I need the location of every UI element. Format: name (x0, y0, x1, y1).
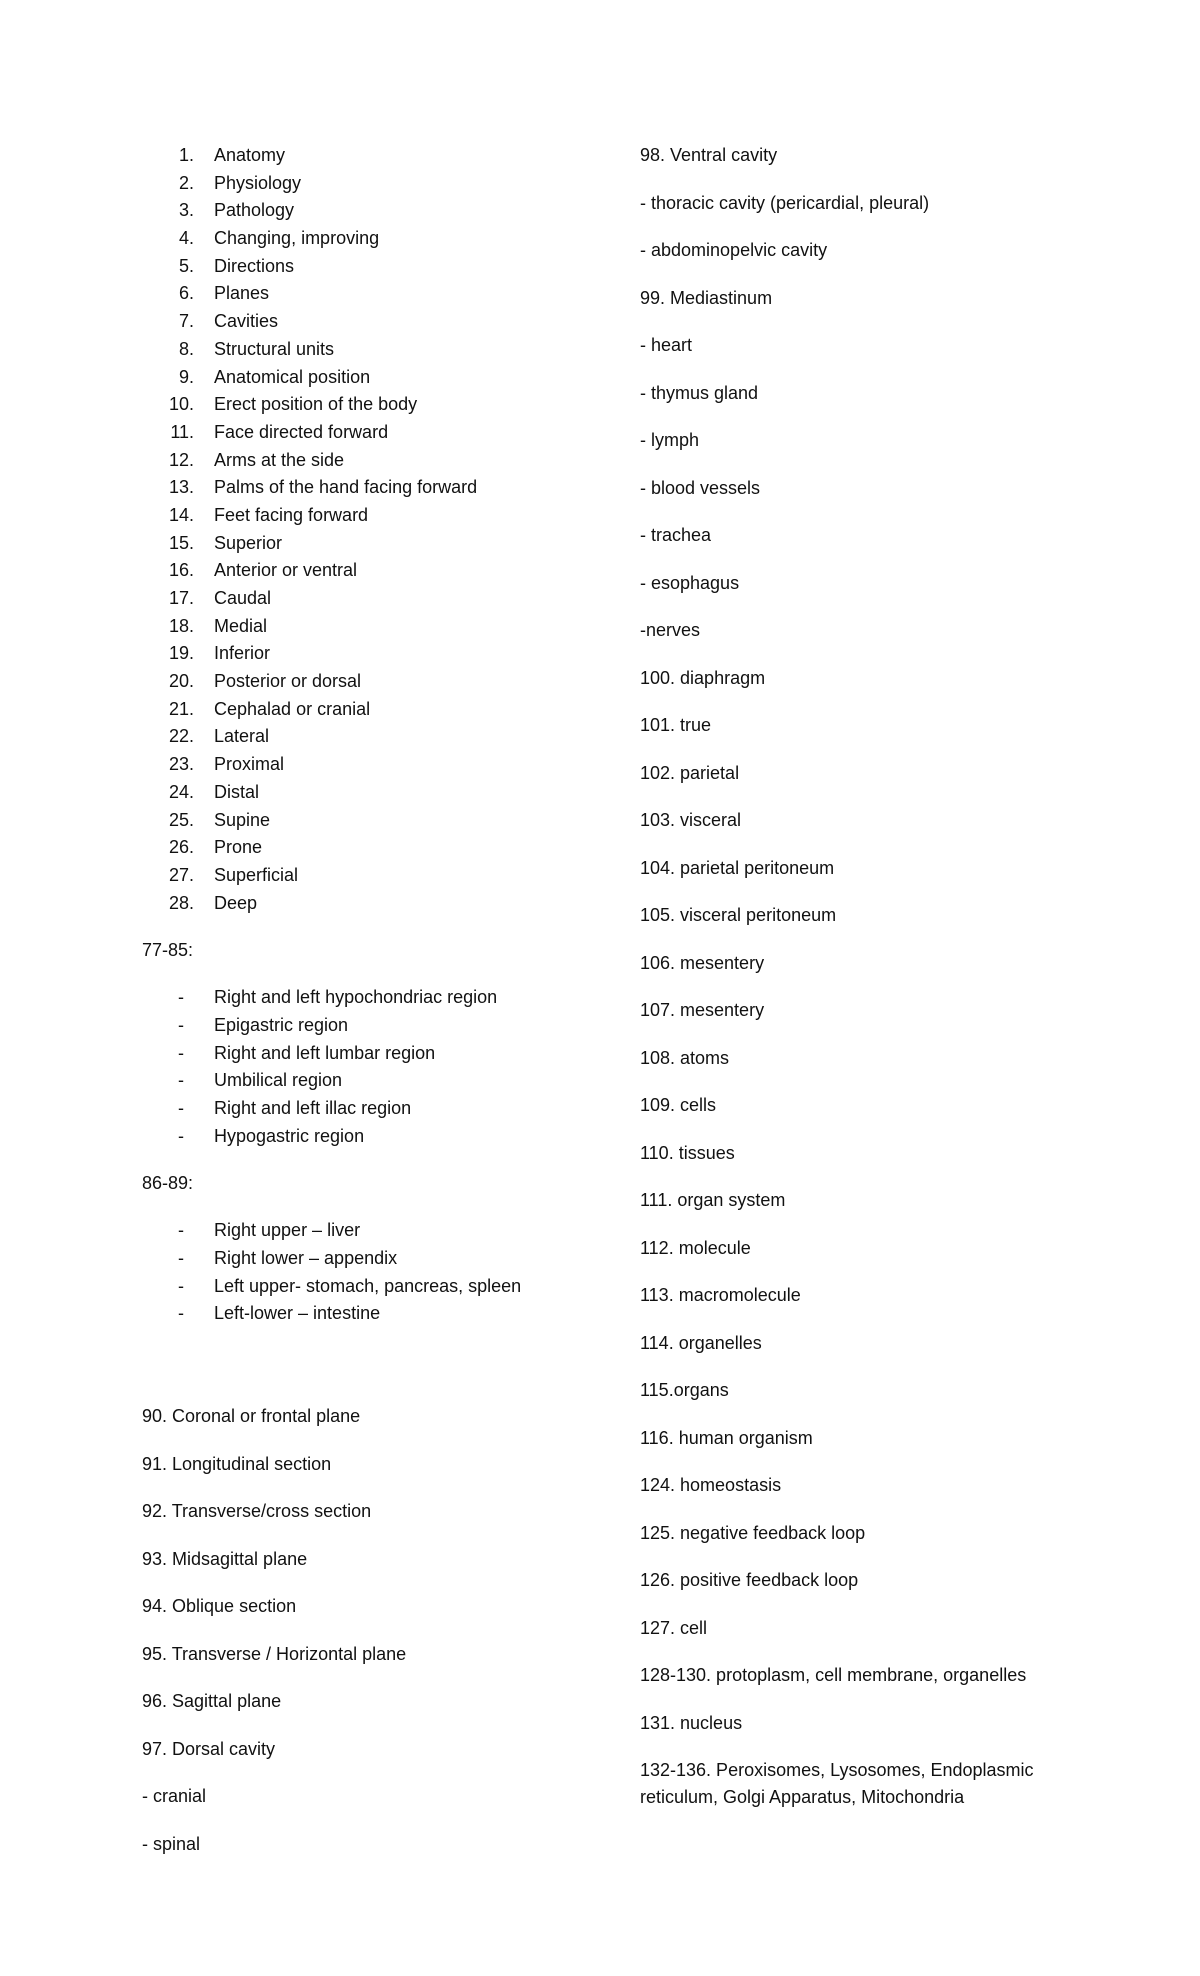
list-item (142, 142, 612, 170)
list-item-text: Inferior (214, 643, 271, 664)
list-item-text: Posterior or dorsal (214, 671, 362, 692)
plane-item: 93. Midsagittal plane (142, 1548, 308, 1569)
answer-item: 106. mesentery (640, 952, 765, 973)
left-column (142, 142, 612, 1878)
list-item (142, 668, 612, 696)
list-item-text: Face directed forward (214, 421, 389, 442)
answer-item: 99. Mediastinum (640, 287, 773, 308)
dash-bullet: - (178, 987, 184, 1008)
list-item-number: 25. (168, 809, 194, 830)
list-item (142, 1067, 612, 1095)
answer-item: - thymus gland (640, 382, 759, 403)
list-item-text: Superficial (214, 864, 299, 885)
list-item-number: 4. (178, 228, 194, 249)
list-item-number: 5. (178, 255, 194, 276)
list-item-number: 15. (168, 532, 194, 553)
list-item-text: Cephalad or cranial (214, 698, 371, 719)
list-item-text: Arms at the side (214, 449, 345, 470)
regions-list (142, 984, 612, 1150)
right-column (640, 142, 1100, 1832)
list-item-number: 28. (168, 892, 194, 913)
list-item-text: Cavities (214, 311, 279, 332)
list-item-text: Anatomy (214, 145, 286, 165)
list-item (142, 723, 612, 751)
answer-item: 109. cells (640, 1095, 717, 1115)
answer-item: 110. tissues (640, 1142, 735, 1163)
planes-list (142, 1403, 612, 1858)
list-item-number: 24. (168, 781, 194, 802)
list-item-text: Supine (214, 809, 271, 830)
list-item-text: Proximal (214, 754, 285, 775)
answer-item: 125. negative feedback loop (640, 1522, 866, 1543)
list-item-text: Caudal (214, 588, 272, 608)
list-item (142, 640, 612, 668)
list-item-text: Pathology (214, 200, 295, 221)
list-item (142, 1217, 612, 1245)
plane-item: 94. Oblique section (142, 1596, 297, 1617)
list-item (142, 779, 612, 807)
list-item-number: 21. (168, 698, 194, 719)
list-item (142, 1273, 612, 1301)
list-item-text: Deep (214, 892, 258, 913)
regions-heading: 77-85: (142, 940, 194, 961)
list-item-text: Lateral (214, 726, 270, 747)
answer-item: 101. true (640, 715, 712, 735)
answer-item: 102. parietal (640, 762, 740, 783)
list-item (142, 834, 612, 862)
list-item (142, 613, 612, 641)
dash-bullet: - (178, 1220, 184, 1241)
quadrants-heading: 86-89: (142, 1173, 194, 1194)
list-item-text: Structural units (214, 338, 335, 359)
dash-bullet: - (178, 1042, 184, 1063)
answer-item: 103. visceral (640, 810, 742, 830)
list-item (142, 1040, 612, 1068)
list-item-number: 2. (178, 172, 194, 193)
answer-item: - lymph (640, 430, 700, 450)
dash-bullet: - (178, 1098, 184, 1118)
list-item-number: 3. (178, 200, 194, 221)
numbered-terms-list (142, 142, 612, 917)
list-item (142, 696, 612, 724)
list-item-number: 20. (168, 671, 194, 692)
list-item-text: Palms of the hand facing forward (214, 477, 478, 498)
list-item-number: 13. (168, 477, 194, 498)
list-item-number: 19. (168, 643, 194, 664)
list-item (142, 530, 612, 558)
list-item-text: Right and left illac region (214, 1098, 412, 1118)
list-item-number: 26. (168, 837, 194, 858)
list-item (142, 1245, 612, 1273)
list-item-number: 11. (170, 421, 194, 442)
list-item-text: Right and left lumbar region (214, 1042, 436, 1063)
list-item-number: 8. (178, 338, 194, 359)
answer-item: 113. macromolecule (640, 1285, 801, 1305)
quadrants-list (142, 1217, 612, 1328)
list-item-text: Anatomical position (214, 366, 371, 387)
list-item-text: Left-lower – intestine (214, 1303, 381, 1324)
answer-item: 108. atoms (640, 1047, 730, 1068)
answer-item: 132-136. Peroxisomes, Lysosomes, Endoplasmic reticulum, Golgi Apparatus, Mitochondria (640, 1760, 1034, 1807)
dash-bullet: - (178, 1275, 184, 1296)
answer-item: 126. positive feedback loop (640, 1570, 859, 1590)
list-item-text: Hypogastric region (214, 1125, 365, 1146)
list-item-text: Left upper- stomach, pancreas, spleen (214, 1275, 522, 1296)
plane-item: 97. Dorsal cavity (142, 1738, 276, 1759)
list-item-text: Erect position of the body (214, 394, 418, 415)
dash-bullet: - (178, 1125, 184, 1146)
dash-bullet: - (178, 1070, 184, 1091)
plane-item: 92. Transverse/cross section (142, 1501, 372, 1522)
list-item (142, 862, 612, 890)
list-item-text: Right and left hypochondriac region (214, 987, 498, 1008)
list-item-text: Directions (214, 255, 295, 276)
plane-item: 96. Sagittal plane (142, 1691, 282, 1712)
list-item-number: 7. (178, 311, 194, 332)
list-item-number: 17. (168, 588, 194, 608)
plane-item: - spinal (142, 1833, 201, 1854)
list-item (142, 253, 612, 281)
answer-item: - trachea (640, 525, 712, 545)
list-item-number: 23. (168, 754, 194, 775)
list-item-number: 6. (178, 283, 194, 304)
list-item-number: 16. (168, 560, 194, 581)
list-item (142, 391, 612, 419)
answer-item: 127. cell (640, 1617, 708, 1638)
list-item-text: Prone (214, 837, 263, 858)
answer-item: - esophagus (640, 572, 740, 593)
list-item (142, 308, 612, 336)
answer-item: - thoracic cavity (pericardial, pleural) (640, 192, 930, 213)
list-item-number: 1. (178, 145, 194, 165)
list-item (142, 1012, 612, 1040)
list-item (142, 474, 612, 502)
list-item (142, 280, 612, 308)
list-item-number: 12. (168, 449, 194, 470)
list-item-number: 10. (168, 394, 194, 415)
answer-item: 128-130. protoplasm, cell membrane, organelles (640, 1665, 1027, 1685)
list-item (142, 984, 612, 1012)
list-item-text: Physiology (214, 172, 302, 193)
list-item (142, 197, 612, 225)
list-item (142, 170, 612, 198)
answer-item: 98. Ventral cavity (640, 145, 778, 165)
plane-item: - cranial (142, 1786, 207, 1807)
list-item (142, 585, 612, 613)
list-item (142, 1300, 612, 1328)
dash-bullet: - (178, 1248, 184, 1269)
list-item-number: 18. (168, 615, 194, 636)
list-item-number: 14. (168, 504, 194, 525)
list-item (142, 447, 612, 475)
answer-item: 116. human organism (640, 1427, 813, 1448)
dash-bullet: - (178, 1014, 184, 1035)
answer-item: - abdominopelvic cavity (640, 240, 828, 260)
list-item-text: Medial (214, 615, 268, 636)
list-item-text: Planes (214, 283, 270, 304)
list-item (142, 502, 612, 530)
list-item-text: Epigastric region (214, 1014, 349, 1035)
list-item (142, 364, 612, 392)
answer-item: -nerves (640, 620, 701, 640)
list-item-number: 9. (178, 366, 194, 387)
list-item-text: Superior (214, 532, 283, 553)
list-item (142, 1095, 612, 1123)
list-item (142, 557, 612, 585)
answer-item: 100. diaphragm (640, 667, 766, 688)
answer-item: - blood vessels (640, 477, 761, 498)
dash-bullet: - (178, 1303, 184, 1324)
answer-item: - heart (640, 335, 693, 355)
list-item (142, 1123, 612, 1151)
list-item-text: Feet facing forward (214, 504, 369, 525)
answer-item: 105. visceral peritoneum (640, 905, 837, 925)
plane-item: 91. Longitudinal section (142, 1453, 332, 1474)
answer-item: 124. homeostasis (640, 1475, 782, 1495)
answer-item: 115.organs (640, 1380, 729, 1400)
list-item-text: Distal (214, 781, 260, 802)
list-item-text: Changing, improving (214, 228, 380, 249)
list-item-text: Anterior or ventral (214, 560, 358, 581)
plane-item: 90. Coronal or frontal plane (142, 1406, 361, 1427)
list-item (142, 336, 612, 364)
plane-item: 95. Transverse / Horizontal plane (142, 1643, 407, 1664)
list-item (142, 225, 612, 253)
answer-item: 111. organ system (640, 1190, 786, 1210)
list-item-number: 22. (168, 726, 194, 747)
list-item (142, 751, 612, 779)
list-item (142, 419, 612, 447)
list-item-text: Umbilical region (214, 1070, 343, 1091)
answer-item: 107. mesentery (640, 1000, 765, 1020)
answer-item: 104. parietal peritoneum (640, 857, 835, 878)
list-item-text: Right lower – appendix (214, 1248, 398, 1269)
list-item-text: Right upper – liver (214, 1220, 361, 1241)
answer-item: 114. organelles (640, 1332, 762, 1353)
list-item (142, 807, 612, 835)
list-item-number: 27. (168, 864, 194, 885)
list-item (142, 890, 612, 918)
answer-item: 112. molecule (640, 1237, 751, 1258)
answer-item: 131. nucleus (640, 1712, 743, 1733)
